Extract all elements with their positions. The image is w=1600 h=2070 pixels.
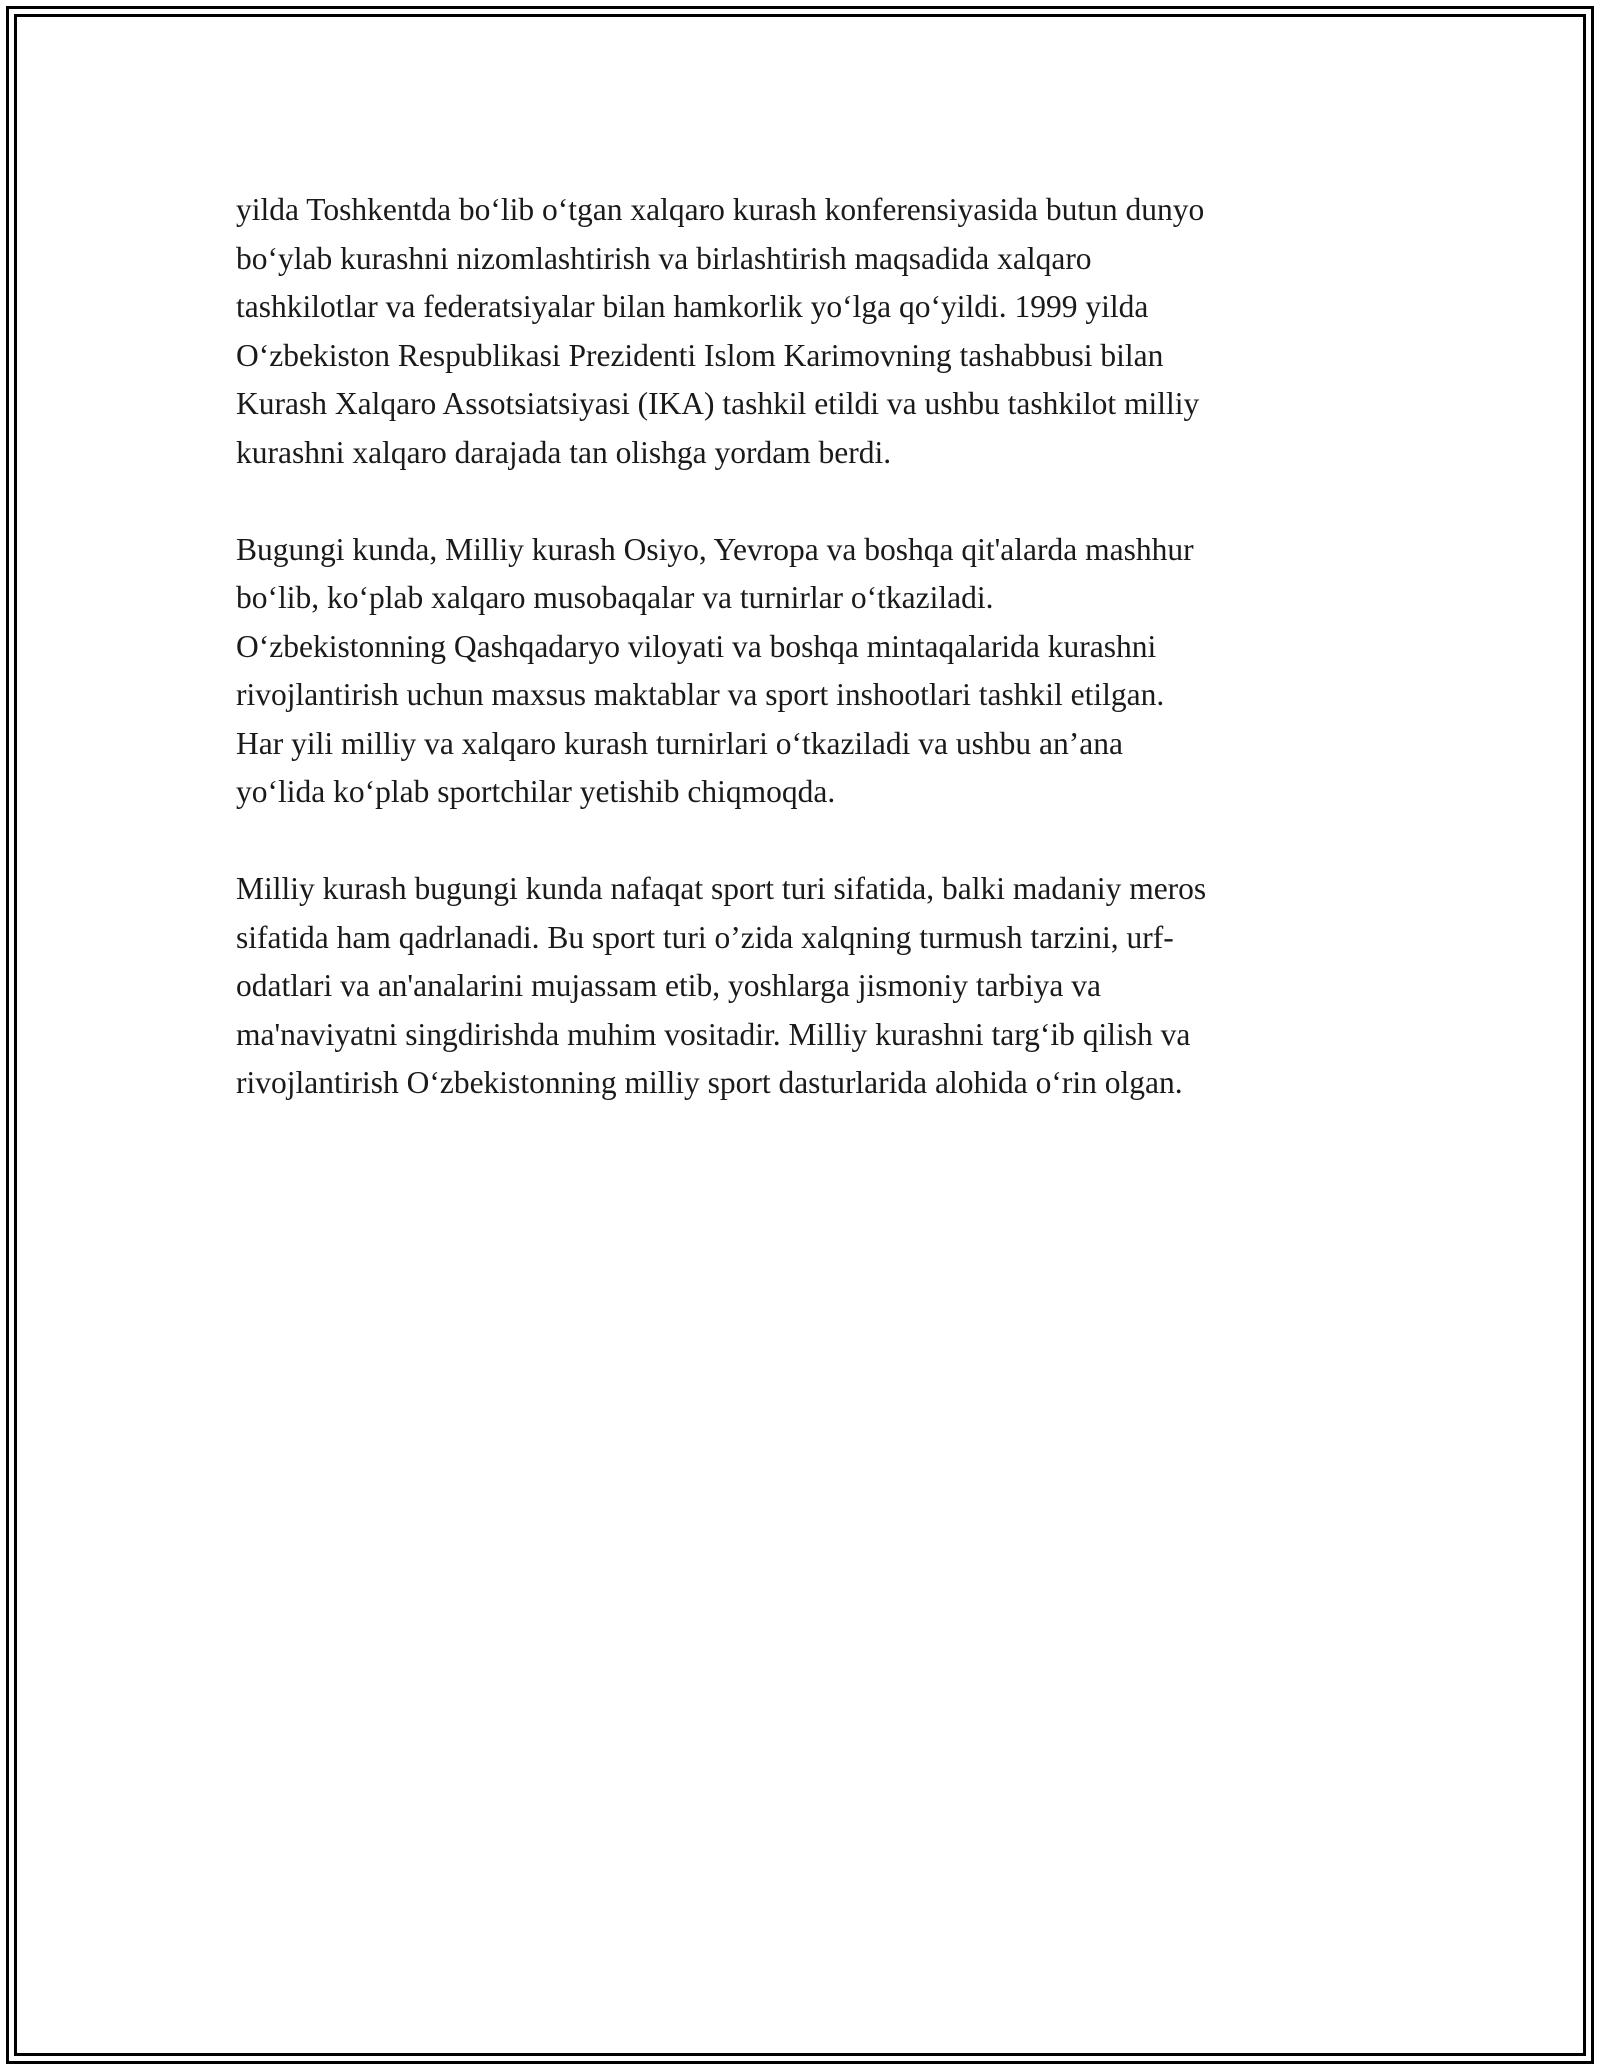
text-line: yo‘lida ko‘plab sportchilar yetishib chiqmoqda. <box>236 774 836 809</box>
text-line: Bugungi kunda, Milliy kurash Osiyo, Yevropa va boshqa qit'alarda mashhur <box>236 531 1194 567</box>
paragraph-2 <box>236 526 1376 817</box>
paragraph-3 <box>236 865 1376 1108</box>
text-line: Milliy kurash bugungi kunda nafaqat sport turi sifatida, balki madaniy meros <box>236 871 1207 906</box>
text-line: rivojlantirish uchun maxsus maktablar va sport inshootlari tashkil etilgan. <box>236 677 1165 712</box>
text-line: rivojlantirish O‘zbekistonning milliy sport dasturlarida alohida o‘rin olgan. <box>236 1065 1183 1100</box>
text-line: sifatida ham qadrlanadi. Bu sport turi o’zida xalqning turmush tarzini, urf- <box>236 919 1174 955</box>
text-line: odatlari va an'analarini mujassam etib, yoshlarga jismoniy tarbiya va <box>236 968 1101 1003</box>
text-line: Har yili milliy va xalqaro kurash turnirlari o‘tkaziladi va ushbu an’ana <box>236 725 1123 761</box>
text-line: bo‘ylab kurashni nizomlashtirish va birlashtirish maqsadida xalqaro <box>236 240 1092 276</box>
text-line: O‘zbekiston Respublikasi Prezidenti Islom Karimovning tashabbusi bilan <box>236 337 1164 373</box>
text-line: yilda Toshkentda bo‘lib o‘tgan xalqaro kurash konferensiyasida butun dunyo <box>236 192 1205 227</box>
text-line: tashkilotlar va federatsiyalar bilan hamkorlik yo‘lga qo‘yildi. 1999 yilda <box>236 289 1149 324</box>
document-body <box>236 186 1376 1156</box>
text-line: Kurash Xalqaro Assotsiatsiyasi (IKA) tashkil etildi va ushbu tashkilot milliy <box>236 386 1200 421</box>
text-line: O‘zbekistonning Qashqadaryo viloyati va boshqa mintaqalarida kurashni <box>236 628 1157 664</box>
text-line: bo‘lib, ko‘plab xalqaro musobaqalar va turnirlar o‘tkaziladi. <box>236 580 994 615</box>
text-line: kurashni xalqaro darajada tan olishga yordam berdi. <box>236 434 892 470</box>
text-line: ma'naviyatni singdirishda muhim vositadir. Milliy kurashni targ‘ib qilish va <box>236 1016 1191 1052</box>
paragraph-1 <box>236 186 1376 477</box>
